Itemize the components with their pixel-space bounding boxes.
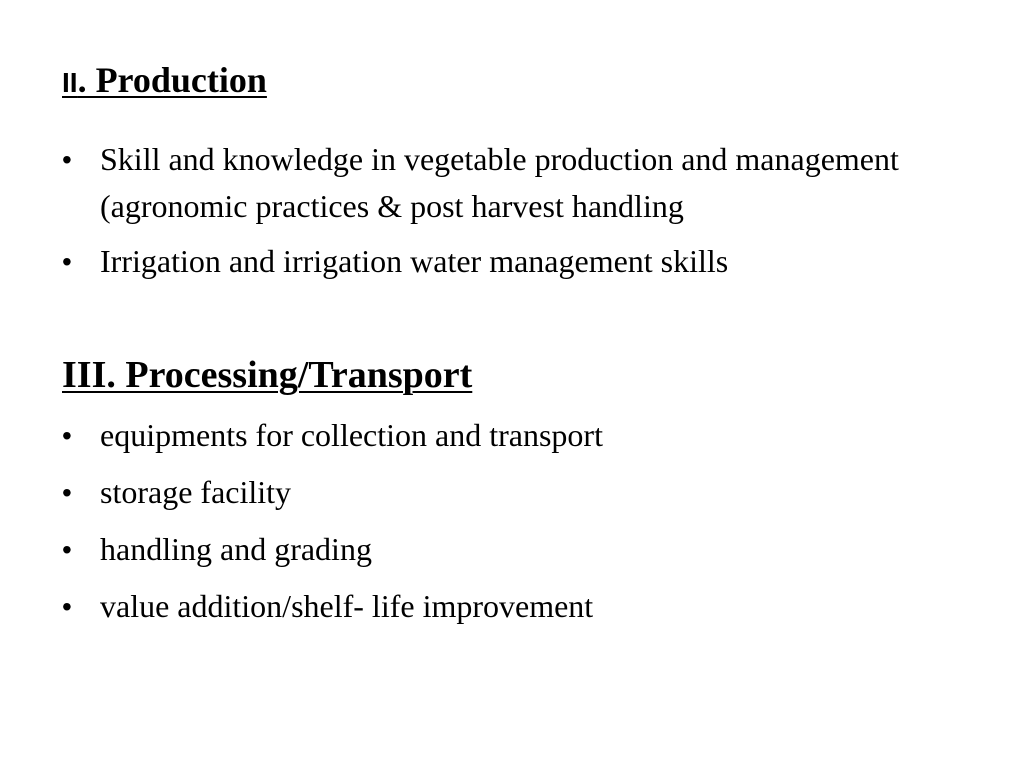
bullet-icon: • (62, 534, 72, 565)
list-item-text: handling and grading (100, 531, 372, 567)
production-bullet-list (62, 136, 962, 285)
list-item-text: Irrigation and irrigation water management skills (100, 243, 729, 279)
section-number: II (62, 67, 78, 98)
bullet-icon: • (62, 477, 72, 508)
list-item (62, 412, 962, 459)
list-item-text: value addition/shelf- life improvement (100, 588, 594, 624)
list-item (62, 469, 962, 516)
list-item (62, 583, 962, 630)
bullet-icon: • (62, 591, 72, 622)
bullet-icon: • (62, 246, 72, 277)
section-heading-processing: III. Processing/Transport (62, 354, 473, 396)
section-title: . Production (77, 60, 267, 100)
list-item (62, 526, 962, 573)
section-heading-production (62, 58, 267, 105)
list-item-text: Skill and knowledge in vegetable production and management (agronomic practices & post harvest handling (100, 141, 899, 224)
processing-bullet-list (62, 412, 962, 640)
bullet-icon: • (62, 144, 72, 175)
bullet-icon: • (62, 420, 72, 451)
list-item-text: storage facility (100, 474, 292, 510)
list-item (62, 238, 962, 285)
list-item-text: equipments for collection and transport (100, 417, 603, 453)
list-item (62, 136, 962, 230)
